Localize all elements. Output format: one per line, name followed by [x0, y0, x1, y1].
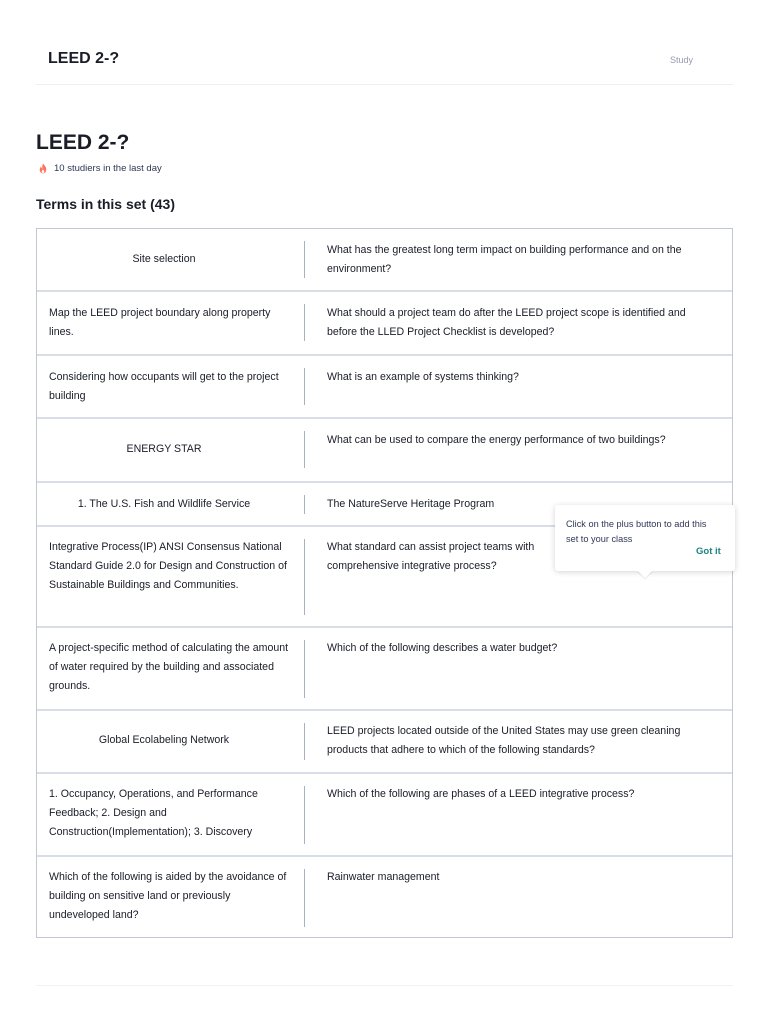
term-row[interactable]	[37, 356, 732, 419]
row-divider	[304, 431, 305, 468]
studiers-text: 10 studiers in the last day	[54, 163, 162, 174]
definition-text: Which of the following describes a water budget?	[327, 642, 558, 654]
header-divider	[36, 84, 733, 85]
term-row[interactable]	[37, 419, 732, 483]
definition-text: Which of the following are phases of a LEED integrative process?	[327, 788, 635, 800]
row-divider	[304, 368, 305, 405]
term-text: 1. Occupancy, Operations, and Performance Feedback; 2. Design and Construction(Implementation); 3. Discovery	[49, 788, 258, 838]
term-text: ENERGY STAR	[126, 443, 202, 455]
term-row[interactable]	[37, 711, 732, 774]
footer-divider	[36, 985, 733, 986]
tooltip-message: Click on the plus button to add this set to your class	[566, 519, 707, 544]
row-divider	[304, 539, 305, 615]
row-divider	[304, 786, 305, 844]
definition-text: What should a project team do after the LEED project scope is identified and before the LLED Project Checklist is developed?	[327, 307, 686, 338]
definition-text: What is an example of systems thinking?	[327, 371, 519, 383]
term-text: Site selection	[132, 253, 196, 265]
study-link[interactable]: Study	[670, 55, 694, 65]
row-divider	[304, 304, 305, 341]
page-title: LEED 2-?	[36, 131, 130, 154]
term-row[interactable]	[37, 628, 732, 711]
term-text: Global Ecolabeling Network	[98, 734, 230, 746]
row-divider	[304, 869, 305, 927]
definition-text: What can be used to compare the energy performance of two buildings?	[327, 434, 666, 446]
term-text: Map the LEED project boundary along property lines.	[49, 307, 271, 338]
term-text: Considering how occupants will get to the project building	[49, 371, 279, 402]
term-row[interactable]	[37, 229, 732, 292]
flame-icon	[38, 163, 48, 174]
definition-text: LEED projects located outside of the United States may use green cleaning products that adhere to which of the following standards?	[327, 725, 681, 756]
tooltip-arrow	[638, 571, 652, 578]
got-it-button[interactable]: Got it	[696, 546, 721, 557]
term-row[interactable]	[37, 857, 732, 937]
term-text: Which of the following is aided by the avoidance of building on sensitive land or previously undeveloped land?	[49, 871, 287, 921]
term-text: 1. The U.S. Fish and Wildlife Service	[77, 498, 251, 510]
row-divider	[304, 241, 305, 278]
add-to-class-tooltip	[555, 505, 735, 571]
definition-text: The NatureServe Heritage Program	[327, 498, 495, 510]
row-divider	[304, 723, 305, 760]
terms-table	[36, 228, 733, 938]
row-divider	[304, 495, 305, 514]
top-bar	[0, 0, 768, 86]
term-text: Integrative Process(IP) ANSI Consensus National Standard Guide 2.0 for Design and Construction of Sustainable Buildings and Communities.	[49, 541, 287, 591]
term-row[interactable]	[37, 774, 732, 857]
definition-text: What standard can assist project teams with comprehensive integrative process?	[327, 541, 535, 572]
terms-heading: Terms in this set (43)	[36, 196, 176, 212]
studiers-stat	[38, 163, 162, 174]
term-text: A project-specific method of calculating the amount of water required by the building and associated grounds.	[49, 642, 289, 692]
definition-text: What has the greatest long term impact on building performance and on the environment?	[327, 244, 682, 275]
row-divider	[304, 640, 305, 698]
term-row[interactable]	[37, 292, 732, 356]
brand-title[interactable]: LEED 2-?	[48, 50, 120, 67]
definition-text: Rainwater management	[327, 871, 440, 883]
